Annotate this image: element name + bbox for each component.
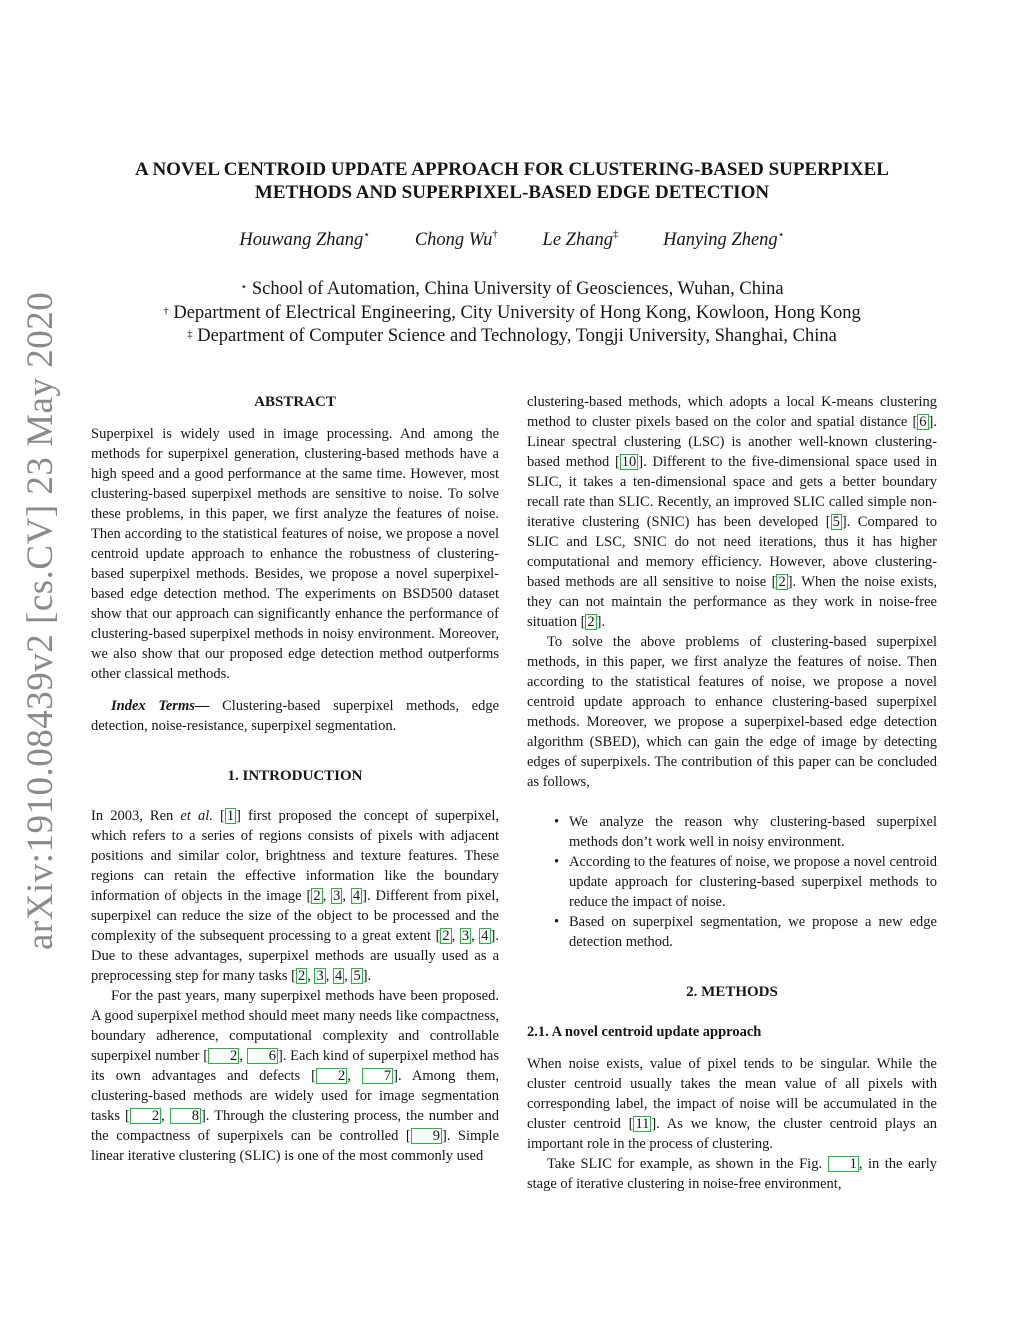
methods-paragraph-1: When noise exists, value of pixel tends to be singular. While the cluster centroid usually takes the mean value of all pixels with corresponding label, the impact of noise will be accumulated in the cluster centroid [ 11 ]. As we know, the cluster centroid plays an important role in the process of clustering. [527,1056,937,1152]
citation-link[interactable]: 4 [481,928,489,944]
methods-heading: 2. METHODS [686,984,778,1000]
citation-link[interactable]: 2 [778,574,786,590]
subsection-heading: 2.1. A novel centroid update approach [527,1024,762,1040]
title-line-2: METHODS AND SUPERPIXEL-BASED EDGE DETECTION [254,182,770,203]
citation-link[interactable]: 11 [635,1116,650,1132]
title-line-1: A NOVEL CENTROID UPDATE APPROACH FOR CLUSTERING-BASED SUPERPIXEL [135,159,889,180]
citation-link[interactable]: 2 [130,1108,161,1124]
citation-link[interactable]: 5 [832,514,840,530]
list-item: • According to the features of noise, we propose a novel centroid update approach for clustering-based superpixel methods to reduce the impact of noise. [554,854,937,910]
citation-link[interactable]: 1 [226,808,235,824]
citation-link[interactable]: 9 [411,1128,442,1144]
citation-link[interactable]: 5 [353,968,361,984]
abstract-heading: ABSTRACT [254,394,336,410]
affiliation: † Department of Electrical Engineering, City University of Hong Kong, Kowloon, Hong Kong [163,302,861,323]
bullet-icon: • [554,914,560,930]
citation-link[interactable]: 3 [316,968,324,984]
intro-paragraph-3: clustering-based methods, which adopts a local K-means clustering method to cluster pixels based on the color and spatial distance [ 6 ]. Linear spectral clustering (LSC) is another well-known clustering-based method [ 10 ]. Different to the five-dimensional space used in SLIC, it takes a ten-dimensional space and gets a better boundary recall rate than SLIC. Recently, an improved SLIC called simple non-iterative clustering (SNIC) has been developed [ 5 ]. Compared to SLIC and LSC, SNIC do not need iterations, thus it has higher computational and memory efficiency. However, above clustering-based methods are all sensitive to noise [ 2 ]. When the noise exists, they can not maintain the performance as they work in noise-free situation [ 2 ]. [527,394,937,630]
intro-paragraph-2: For the past years, many superpixel methods have been proposed. A good superpixel method should meet many needs like compactness, boundary adherence, computational complexity and controllable superpixel number [ 2 , 6 ]. Each kind of superpixel method has its own advantages and defects [ 2 , 7 ]. Among them, clustering-based methods are widely used for image segmentation tasks [ 2 , 8 ]. Through the clustering process, the number and the compactness of superpixels can be controlled [ 9 ]. Simple linear iterative clustering (SLIC) is one of the most commonly used [91,988,500,1164]
intro-paragraph-1: In 2003, Ren et al. [ 1 ] first proposed the concept of superpixel, which refers to a series of regions consists of pixels with adjacent positions and similar color, brightness and texture features. These regions can retain the effective information like the boundary information of objects in the image [ 2 , 3 , 4 ]. Different from pixel, superpixel can reduce the size of the object to be processed and the complexity of the subsequent processing to a great extent [ 2 , 3 , 4 ]. Due to these advantages, superpixel methods are usually used as a preprocessing step for many tasks [ 2 , 3 , 4 , 5 ]. [91,808,500,984]
affiliation: ‡ Department of Computer Science and Technology, Tongji University, Shanghai, China [187,326,837,346]
citation-link[interactable]: 3 [461,928,470,944]
author-list [0,230,1024,251]
citation-link[interactable]: 2 [442,928,450,944]
paper-title [80,158,944,204]
author: Le Zhang‡ [542,228,619,250]
citation-link[interactable]: 4 [352,888,361,904]
citation-link[interactable]: 3 [333,888,341,904]
citation-link[interactable]: 6 [919,414,927,430]
left-column [91,392,499,1166]
citation-link[interactable]: 2 [587,614,595,630]
bullet-icon: • [554,854,560,870]
index-terms: Index Terms— Clustering-based superpixel methods, edge detection, noise-resistance, superpixel segmentation. [91,698,500,734]
contribution-list [527,812,937,952]
citation-link[interactable]: 8 [170,1108,201,1124]
affiliation: ⋆ School of Automation, China University of Geosciences, Wuhan, China [240,279,784,299]
introduction-heading: 1. INTRODUCTION [227,768,363,784]
author: Houwang Zhang⋆ [239,229,371,250]
methods-paragraph-2: Take SLIC for example, as shown in the Fig. 1 , in the early stage of iterative clustering in noise-free environment, [527,1156,937,1192]
figure-link[interactable]: 1 [828,1156,859,1172]
citation-link[interactable]: 7 [362,1068,393,1084]
citation-link[interactable]: 2 [208,1048,239,1064]
citation-link[interactable]: 2 [313,888,321,904]
arxiv-identifier: arXiv:1910.08439v2 [cs.CV] 23 May 2020 [20,291,61,950]
author: Hanying Zheng⋆ [663,229,785,250]
citation-link[interactable]: 2 [297,968,306,984]
list-item: • Based on superpixel segmentation, we propose a new edge detection method. [554,914,937,950]
citation-link[interactable]: 6 [247,1048,278,1064]
citation-link[interactable]: 2 [316,1068,347,1084]
abstract-text: Superpixel is widely used in image processing. And among the methods for superpixel generation, clustering-based methods have a high speed and a good performance at the same time. However, most clustering-based superpixel methods are sensitive to noise. To solve these problems, in this paper, we first analyze the features of noise. Then according to the statistical features of noise, we propose a novel centroid update approach to enhance the robustness of clustering-based superpixel methods. Besides, we propose a novel superpixel-based edge detection method. The experiments on BSD500 dataset show that our approach can significantly enhance the performance of clustering-based superpixel methods in noisy environment. Moreover, we also show that our proposed edge detection method outperforms other classical methods. [91,426,499,682]
intro-paragraph-4: To solve the above problems of clustering-based superpixel methods, in this paper, we first analyze the features of noise. Then according to the statistical features of noise, we propose a novel centroid update approach to enhance clustering-based superpixel methods. Moreover, we propose a superpixel-based edge detection algorithm (SBED), which can gain the edge of image by detecting edges of superpixels. The contribution of this paper can be concluded as follows, [527,634,937,790]
bullet-icon: • [554,814,560,830]
right-column [527,392,937,1194]
list-item: • We analyze the reason why clustering-based superpixel methods don’t work well in noisy environment. [554,814,937,850]
citation-link[interactable]: 4 [334,968,343,984]
affiliations [0,278,1024,349]
citation-link[interactable]: 10 [621,454,637,470]
author: Chong Wu† [414,228,498,250]
